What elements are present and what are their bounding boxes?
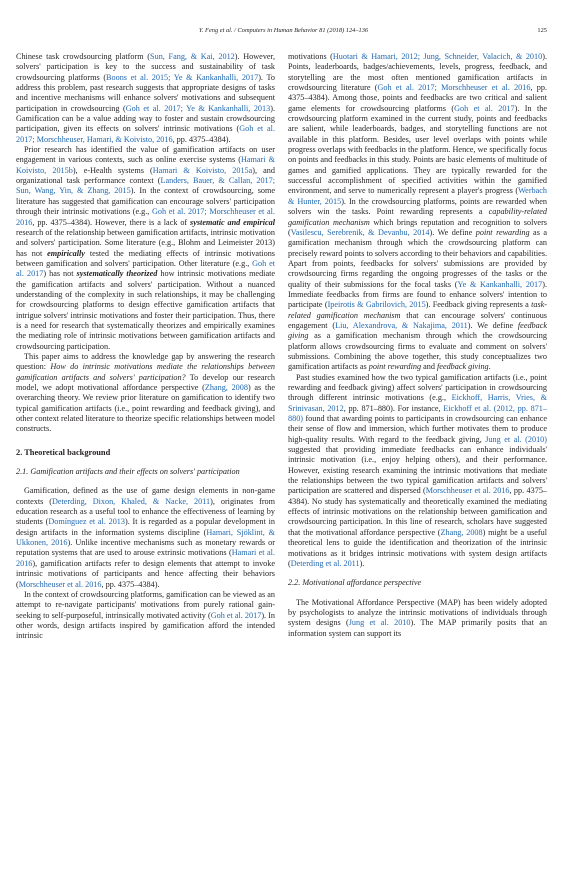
paragraph [16, 486, 275, 589]
citation-link[interactable]: Hamari, Sjöklint, & Ukkonen, 2016 [16, 527, 275, 548]
text-run: ), originates from education research as a useful tool to enhance the effectiveness of learning by students ( [16, 496, 276, 527]
citation-link[interactable]: Deterding, Dixon, Khaled, & Nacke, 2011 [51, 496, 211, 506]
text-run: ) has not [43, 269, 77, 279]
italic-text: task-related gamification mechanism [288, 300, 547, 320]
text-run: ). The MAP primarily posits that an information system can support its [288, 618, 547, 638]
text-run: ). Points, leaderboards, badges/achievements, levels, progress, feedback, and storytelling are the most often mentioned gamification artifacts in crowdsourcing literature ( [288, 52, 547, 93]
text-run: ). Gamification can be a value adding way to foster and sustain crowdsourcing participation, given its effects on solvers' intrinsic motivations ( [16, 103, 275, 134]
citation-link[interactable]: Goh et al. 2017; Morschheuser et al. 2016 [16, 207, 275, 227]
citation-link[interactable]: Deterding et al. 2011 [290, 558, 360, 568]
text-run: . [488, 362, 491, 372]
text-run: ). To address this problem, past research suggests that appropriate designs of tasks and incentive mechanisms will enhance solvers' motivations and subsequent participation in crowdsourcing ( [16, 72, 275, 113]
section-heading: 2. Theoretical background [16, 447, 111, 457]
paragraph [16, 590, 275, 642]
text-run: tested the mediating effects of intrinsic motivations between gamification and solvers' participation. Other literature (e.g., [16, 248, 275, 268]
text-run: ). We define [429, 227, 476, 237]
italic-text: feedback giving [288, 320, 547, 341]
emphasis-text: empirically [47, 248, 85, 258]
citation-link[interactable]: Ipeirotis & Gabrilovich, 2015 [327, 300, 426, 310]
text-run: ). In other words, design artifacts inspired by gamification afford the intended intrinsic [16, 610, 275, 641]
text-run: Chinese task crowdsourcing platform ( [16, 52, 151, 61]
emphasis-text: systematic and empirical [190, 217, 275, 227]
paragraph [16, 145, 275, 352]
text-run: ). In the crowdsourcing platforms, points are rewarded when solvers win the tasks. Point rewarding represents a [288, 196, 547, 217]
text-run: ) as the overarching theory. We review prior literature on gamification to identify two typical gamification artifacts (i.e., point rewarding and feedback giving), and other context related literature to theorize specific relationships between model constructs. [16, 383, 275, 434]
text-run: ). In the crowdsourcing platform examined in the current study, points and feedbacks are salient, while leaderboards, badges, and storytelling functions are not available in this platform. Besides, user level overlaps with points while progress overlaps with feedbacks in the platform. Hence, we specifically focus on points and feedbacks in this study. Points are basic elements of multitude of games and gamified applications. They are typically rewarded for the successful accomplishment of specified activities within the gamified environment, and serve to numerically represent a player's progress ( [288, 103, 547, 196]
citation-link[interactable]: Zhang, 2008 [440, 527, 483, 537]
citation-link[interactable]: Landers, Bauer, & Callan, 2017; Sun, Wang, Yin, & Zhang, 2015 [16, 176, 275, 196]
italic-text: feedback giving [437, 362, 489, 372]
text-run: motivations ( [288, 52, 333, 61]
text-run: ). Feedback giving represents a [425, 300, 532, 310]
italic-text: How do intrinsic motivations mediate the relationships between gamification artifacts and solvers' participation? [16, 362, 275, 382]
paragraph [288, 373, 547, 570]
citation-link[interactable]: Eickhoff, Harris, Vries, & Srinivasan, 2012 [288, 393, 547, 413]
text-run: that can encourage solvers' continuous engagement ( [288, 310, 547, 330]
citation-link[interactable]: Huotari & Hamari, 2012; Jung, Schneider, Valacich, & 2010 [332, 52, 543, 61]
paragraph [16, 52, 275, 145]
citation-link[interactable]: Goh et al. 2017 [454, 103, 515, 113]
text-run: suggested that providing immediate feedbacks can enhance individuals' intrinsic motivation (i.e., enjoy helping others), and their performance. However, existing research examining the intrinsic motivations that mediate the relationships between the two typical gamification artifacts and solvers' participation are scattered and dispersed ( [288, 445, 547, 496]
text-run: ). However, solvers' participation is key to the success and sustainability of task crowdsourcing platforms ( [16, 52, 275, 82]
subsection-heading: 2.1. Gamification artifacts and their effects on solvers' participation [16, 467, 240, 477]
citation-link[interactable]: Ye & Kankanhalli, 2017 [457, 279, 543, 289]
citation-link[interactable]: Hamari & Koivisto, 2015b [16, 155, 275, 175]
citation-link[interactable]: Vasilescu, Serebrenik, & Devanbu, 2014 [290, 227, 430, 237]
italic-text: point rewarding [368, 362, 422, 372]
citation-link[interactable]: Hamari & Koivisto, 2015a [152, 165, 253, 175]
citation-link[interactable]: Goh et al. 2017; Morschheuser, Hamari, & Koivisto, 2016 [16, 124, 275, 144]
running-title: Y. Feng et al. / Computers in Human Behavior 81 (2018) 124–136 [198, 27, 369, 34]
text-run: ). Immediate feedbacks from firms are found to enhance solvers' intention to participate ( [288, 279, 547, 310]
text-run: ). We define [467, 320, 518, 330]
text-run: as a gamification mechanism through which the crowdsourcing platform allows crowdsourcing firms to evaluate and comment on solvers' submissions. Combining the above together, this study conceptualizes two gamification artifacts as [288, 331, 547, 372]
emphasis-text: systematically theorized [76, 269, 158, 279]
citation-link[interactable]: Boons et al. 2015; Ye & Kankanhalli, 2017 [106, 72, 259, 82]
citation-link[interactable]: Sun, Fang, & Kai, 2012 [150, 52, 235, 61]
text-run: ), gamification artifacts refer to design elements that attempt to invoke intrinsic motivations of participants and hence affecting their behaviors ( [16, 558, 275, 589]
citation-link[interactable]: Hamari et al. 2016 [16, 548, 275, 568]
citation-link[interactable]: Jung et al. 2010 [348, 618, 411, 628]
citation-link[interactable]: Goh et al. 2017; Morschheuser et al. 2016 [377, 83, 531, 93]
page-number: 125 [537, 27, 547, 34]
text-run: ). [359, 558, 365, 568]
text-run: Past studies examined how the two typical gamification artifacts (i.e., point rewarding and feedback giving) affect solvers' participation in crowdsourcing through different intrinsic motivations (e.g., [288, 372, 547, 403]
text-run: The Motivational Affordance Perspective (MAP) has been widely adopted by psychologists to analyze the intrinsic motivations of individuals through system designs ( [288, 597, 547, 628]
text-run: found that awarding points to participants in crowdsourcing can enhance their sense of flow and immersion, which further motivates them to produce high-quality results. With regard to the feedback giving, [288, 414, 547, 444]
citation-link[interactable]: Domínguez et al. 2013 [48, 517, 125, 527]
text-run: , pp. 871–880). For instance, [343, 403, 444, 413]
citation-link[interactable]: Eickhoff et al. (2012, pp. 871–880) [288, 403, 547, 424]
text-run: how intrinsic motivations mediate the gamification artifacts and solvers' participation. Without a nuanced understanding of the complexity in such relationships, it may be challenging for crowdsourcing platforms to design effective gamification artifacts that intrigue solvers' intrinsic motivations and foster their participation. Thus, there is a need for research that systematically theorizes and empirically examines the mediating role of intrinsic motivations between gamification artifacts and crowdsourcing participation. [16, 269, 275, 351]
text-run: research of the relationship between gamification artifacts, intrinsic motivation and solvers' participation. Some literature (e.g., Blohm and Leimeister 2013) has not [16, 227, 275, 258]
text-run: ) might be a useful theoretical lens to guide the identification and theorization of the intrinsic motivations as it bridges intrinsic motivations with system design artifacts ( [288, 527, 547, 568]
text-run: ), e-Health systems ( [72, 165, 153, 175]
citation-link[interactable]: Zhang, 2008 [204, 383, 248, 392]
subsection-heading: 2.2. Motivational affordance perspective [288, 578, 422, 588]
text-run: , pp. 4375–4384). However, there is a lack of [32, 217, 191, 227]
text-run: ). It is regarded as a popular development in design artifacts in the information systems discipline ( [16, 517, 275, 537]
text-run: In the context of crowdsourcing platforms, gamification can be viewed as an attempt to re-navigate participants' motivations from purely rational gain-seeking to self-purposeful, intrinsically motivated activity ( [16, 589, 275, 620]
text-run: ). In the context of crowdsourcing, some literature has suggested that gamification can encourage solvers' participation through their intrinsic motivations (e.g., [16, 186, 275, 217]
text-run: , pp. 4375–4384). Among those, points and feedbacks are two critical and salient game elements for crowdsourcing platforms ( [288, 83, 548, 113]
citation-link[interactable]: Goh et al. 2017 [16, 258, 275, 279]
text-run: , pp. 4375–4384). No study has systematically and theoretically examined the mediating effects of intrinsic motivations on the relationship between gamification and crowdsourcing participation. In this line of research, scholars have suggested that the motivational affordance perspective ( [288, 486, 548, 537]
text-run: This paper aims to address the knowledge gap by answering the research question: [16, 351, 275, 372]
text-run: ), and organizational task performance context ( [16, 165, 275, 186]
text-run: which brings reputation and recognition to solvers ( [288, 217, 547, 237]
left-column [16, 52, 275, 642]
citation-link[interactable]: Werbach & Hunter, 2015 [288, 186, 547, 206]
text-run: To develop our research model, we adopt motivational affordance perspective ( [16, 372, 275, 392]
right-column [288, 52, 547, 639]
text-run: as a gamification mechanism through which the crowdsourcing platform can precisely reward points to solvers according to their behaviors and capabilities. Apart from points, feedbacks for solvers' submissions are provided by crowdsourcing firms regarding the ongoing progresses of the tasks or the quality of their submissions for the focal tasks ( [288, 227, 547, 289]
text-run: Gamification, defined as the use of game design elements in non-game contexts ( [16, 486, 275, 506]
paragraph [16, 352, 275, 435]
citation-link[interactable]: Goh et al. 2017; Ye & Kankanhalli, 2013 [125, 103, 271, 113]
text-run: ). Unlike incentive mechanisms such as monetary rewards or reputation systems that are used to arouse extrinsic motivations ( [16, 538, 275, 558]
italic-text: capability-related gamification mechanism [288, 207, 547, 227]
paragraph [288, 598, 547, 639]
citation-link[interactable]: Jung et al. (2010) [485, 434, 547, 444]
citation-link[interactable]: Morschheuser et al. 2016 [18, 579, 102, 589]
running-header [20, 25, 547, 37]
text-run: Prior research has identified the value of gamification artifacts on user engagement in various contexts, such as online exercise systems ( [16, 145, 275, 165]
italic-text: point rewarding [475, 227, 530, 237]
citation-link[interactable]: Liu, Alexandrova, & Nakajima, 2011 [335, 320, 468, 330]
paragraph [288, 52, 547, 373]
text-run: , pp. 4375–4384). [172, 134, 231, 144]
text-run: and [421, 362, 438, 372]
text-run: , pp. 4375–4384). [101, 579, 160, 589]
citation-link[interactable]: Goh et al. 2017 [210, 610, 262, 620]
citation-link[interactable]: Morschheuser et al. 2016 [425, 486, 510, 496]
